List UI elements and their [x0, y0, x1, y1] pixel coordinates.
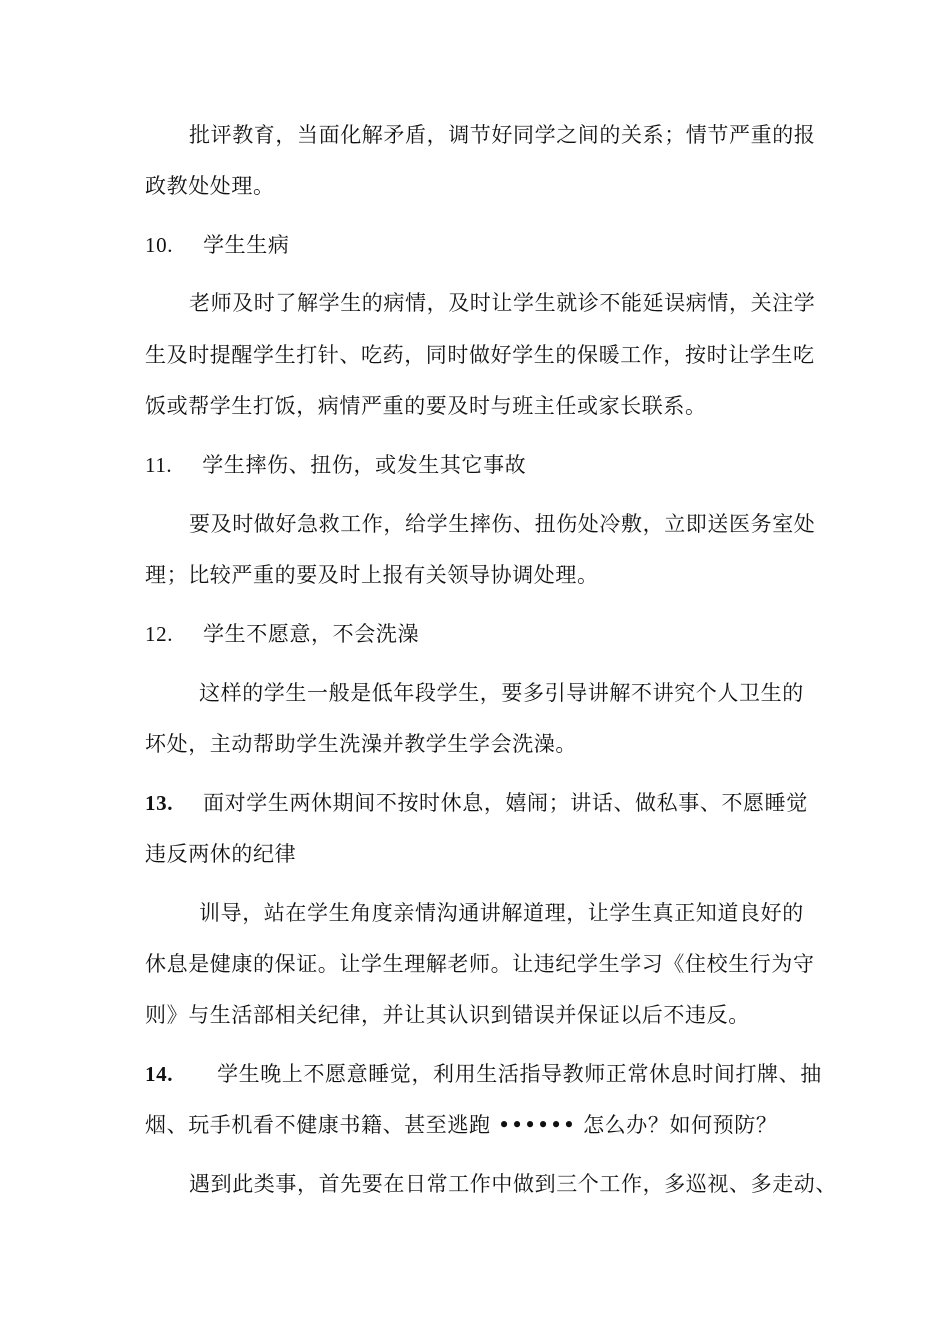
paragraph-line: 理；比较严重的要及时上报有关领导协调处理。	[145, 563, 599, 587]
section-title: 学生不愿意，不会洗澡	[203, 622, 420, 646]
section-title: 学生生病	[203, 233, 290, 257]
section-title-continued: 烟、玩手机看不健康书籍、甚至逃跑 •••••• 怎么办？如何预防？	[145, 1113, 778, 1137]
section-heading-11	[145, 451, 526, 479]
paragraph-line: 遇到此类事，首先要在日常工作中做到三个工作，多巡视、多走动、	[189, 1172, 837, 1196]
section-number: 10.	[145, 233, 174, 257]
section-title-continued: 违反两休的纪律	[145, 842, 297, 866]
section-number: 11.	[145, 453, 173, 477]
section-number: 12.	[145, 622, 174, 646]
paragraph-line: 老师及时了解学生的病情，及时让学生就诊不能延误病情，关注学	[189, 291, 816, 315]
paragraph-line: 政教处处理。	[145, 174, 275, 198]
paragraph-line: 生及时提醒学生打针、吃药，同时做好学生的保暖工作，按时让学生吃	[145, 343, 815, 367]
paragraph-line: 这样的学生一般是低年段学生，要多引导讲解不讲究个人卫生的	[199, 681, 804, 705]
paragraph-line: 坏处，主动帮助学生洗澡并教学生学会洗澡。	[145, 732, 577, 756]
section-heading-13	[145, 789, 808, 817]
paragraph-line: 要及时做好急救工作，给学生摔伤、扭伤处冷敷，立即送医务室处	[189, 512, 816, 536]
section-title: 学生摔伤、扭伤，或发生其它事故	[202, 453, 527, 477]
section-heading-12	[145, 620, 419, 648]
paragraph-line: 训导，站在学生角度亲情沟通讲解道理，让学生真正知道良好的	[199, 901, 804, 925]
paragraph-line: 休息是健康的保证。让学生理解老师。让违纪学生学习《住校生行为守	[145, 952, 815, 976]
section-heading-14	[145, 1060, 822, 1088]
section-number: 14.	[145, 1062, 174, 1086]
paragraph-line: 则》与生活部相关纪律，并让其认识到错误并保证以后不违反。	[145, 1003, 750, 1027]
paragraph-line: 批评教育，当面化解矛盾，调节好同学之间的关系；情节严重的报	[189, 123, 816, 147]
section-number: 13.	[145, 791, 174, 815]
section-heading-10	[145, 231, 289, 259]
section-title: 学生晚上不愿意睡觉，利用生活指导教师正常休息时间打牌、抽	[217, 1062, 822, 1086]
paragraph-line: 饭或帮学生打饭，病情严重的要及时与班主任或家长联系。	[145, 394, 707, 418]
section-title: 面对学生两休期间不按时休息，嬉闹；讲话、做私事、不愿睡觉	[203, 791, 808, 815]
